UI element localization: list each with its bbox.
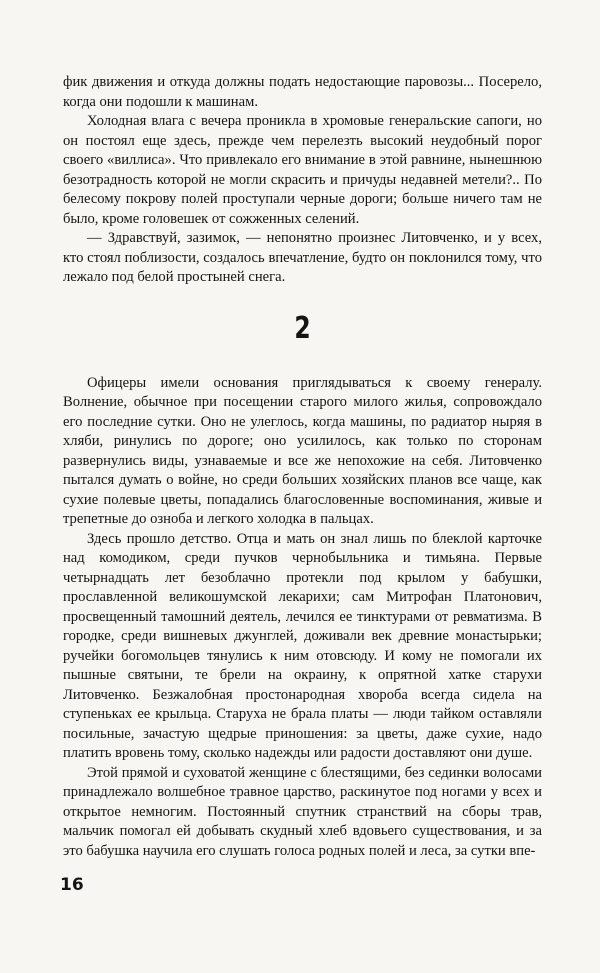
- paragraph: Этой прямой и суховатой женщине с блестящими, без сединки волосами принадлежало волшебное травное царство, раскинутое под ногами у всех и открытое немногим. Постоянный спутник странствий на сборы трав, мальчик помогал ей добывать скудный хлеб вдовьего существования, и за это бабушка научила его слушать голоса родных полей и леса, за сутки впе-: [63, 764, 542, 859]
- chapter-number: 2: [294, 310, 311, 346]
- paragraph: Холодная влага с вечера проникла в хромовые генеральские сапоги, но он постоял еще здесь, прежде чем перелезть высокий неудобный порог своего «виллиса». Что привлекало его внимание в этой равнине, нынешнюю безотрадность которой не могли скрасить и причуды недавней метели?.. По белесому покрову полей проступали черные дороги; больше ничего там не было, кроме головешек от сожженных селений.: [63, 113, 542, 227]
- paragraph-continuation: фик движения и откуда должны подать недостающие паровозы... Посерело, когда они подошли к машинам.: [63, 74, 542, 110]
- text-block-before: [63, 73, 542, 288]
- paragraph: Офицеры имели основания приглядываться к своему генералу. Волнение, обычное при посещении старого милого жилья, сопровождало его последние сутки. Оно не улеглось, когда машины, по радиатор ныряя в хляби, ринулись по дороге; оно усилилось, как только по сторонам развернулись виды, узнаваемые и все же непохожие на себя. Литовченко пытался думать о войне, но среди больших хозяйских планов все чаще, как сухие полевые цветы, попадались благословенные воспоминания, живые и трепетные до озноба и легкого холодка в пальцах.: [63, 374, 542, 527]
- page-number: 16: [60, 875, 84, 895]
- text-block-after: [63, 374, 542, 862]
- paragraph: Здесь прошло детство. Отца и мать он знал лишь по блеклой карточке над комодиком, среди пучков чернобыльника и тимьяна. Первые четырнадцать лет безоблачно протекли под крылом у бабушки, прославленной великошумской лекарихи; сам Митрофан Платонович, просвещенный тамошний деятель, лечился ее тинктурами от ревматизма. В городке, среди вишневых джунглей, доживали век древние монастырьки; ручейки богомольцев тянулись к ним отовсюду. И кому не помогали их пышные святыни, те брели на окраину, к опрятной хатке старухи Литовченко. Безжалобная простонародная хворобa всегда сидела на ступеньках ее крыльца. Старуха не брала платы — люди тайком оставляли посильные, зачастую щедрые приношения: за цветы, даже сухие, надо платить вровень тому, сколько надежды или радости доставляют они душе.: [63, 530, 542, 761]
- paragraph: — Здравствуй, зазимок, — непонятно произнес Литовченко, и у всех, кто стоял поблизости, создалось впечатление, будто он поклонился тому, что лежало под белой простыней снега.: [63, 230, 542, 285]
